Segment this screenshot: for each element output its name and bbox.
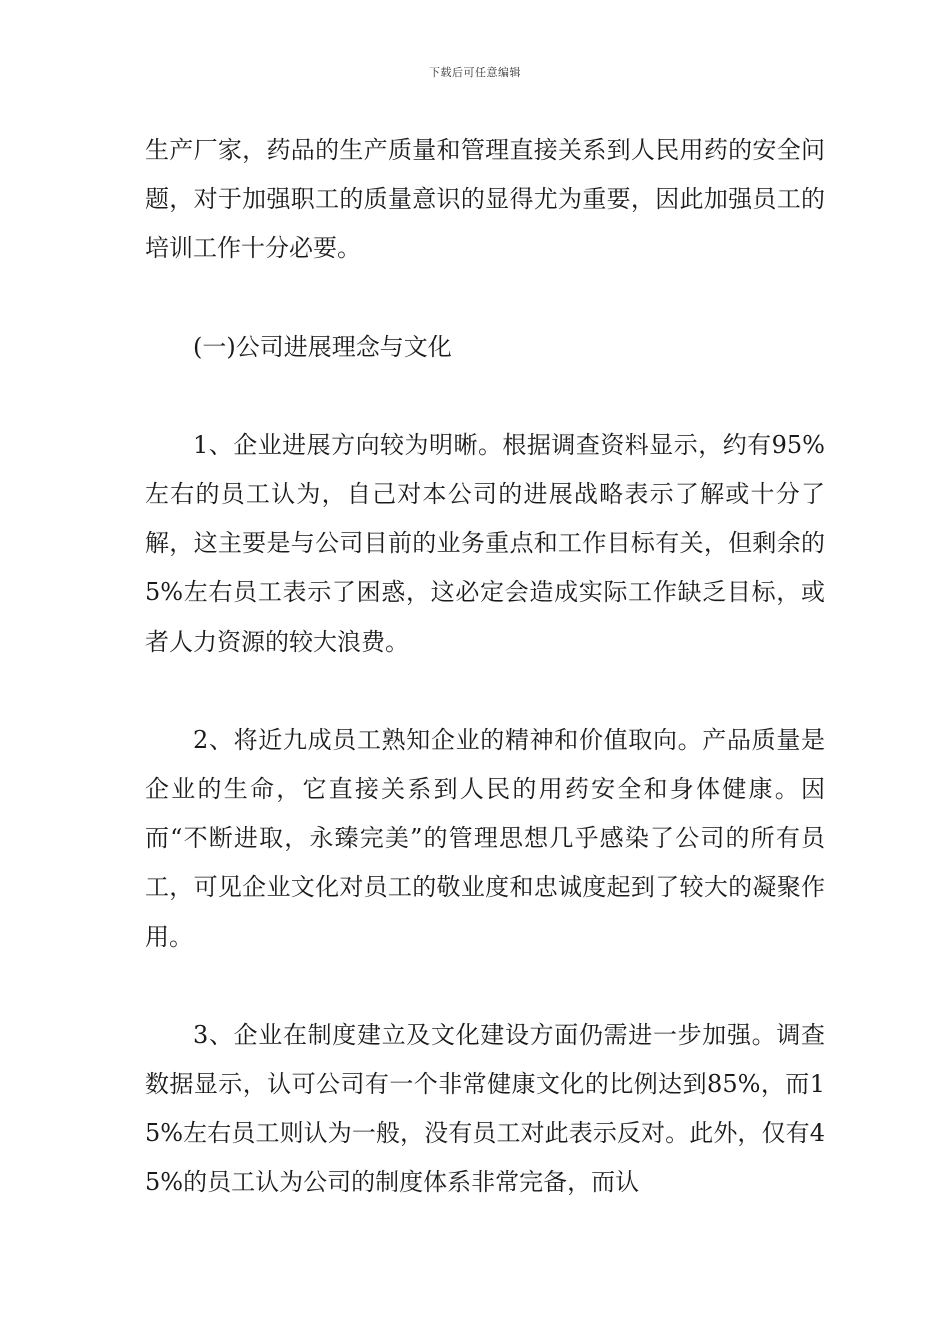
paragraph-point-2: 2、将近九成员工熟知企业的精神和价值取向。产品质量是企业的生命，它直接关系到人民的用药安全和身体健康。因而“不断进取，永臻完美”的管理思想几乎感染了公司的所有员工，可见企业文化对员工的敬业度和忠诚度起到了较大的凝聚作用。: [145, 725, 825, 951]
paragraph-point-3: 3、企业在制度建立及文化建设方面仍需进一步加强。调查数据显示，认可公司有一个非常健康文化的比例达到85%，而15%左右员工则认为一般，没有员工对此表示反对。此外，仅有45%的员工认为公司的制度体系非常完备，而认: [145, 1020, 825, 1197]
paragraph-intro: 生产厂家，药品的生产质量和管理直接关系到人民用药的安全问题，对于加强职工的质量意识的显得尤为重要，因此加强员工的培训工作十分必要。: [145, 136, 825, 263]
document-body: [145, 126, 825, 1208]
page-header: 下载后可任意编辑: [429, 66, 521, 79]
section-heading: (一)公司进展理念与文化: [193, 332, 452, 361]
paragraph-point-1: 1、企业进展方向较为明晰。根据调查资料显示，约有95%左右的员工认为，自己对本公司的进展战略表示了解或十分了解，这主要是与公司目前的业务重点和工作目标有关，但剩余的5%左右员工表示了困惑，这必定会造成实际工作缺乏目标，或者人力资源的较大浪费。: [145, 430, 825, 656]
